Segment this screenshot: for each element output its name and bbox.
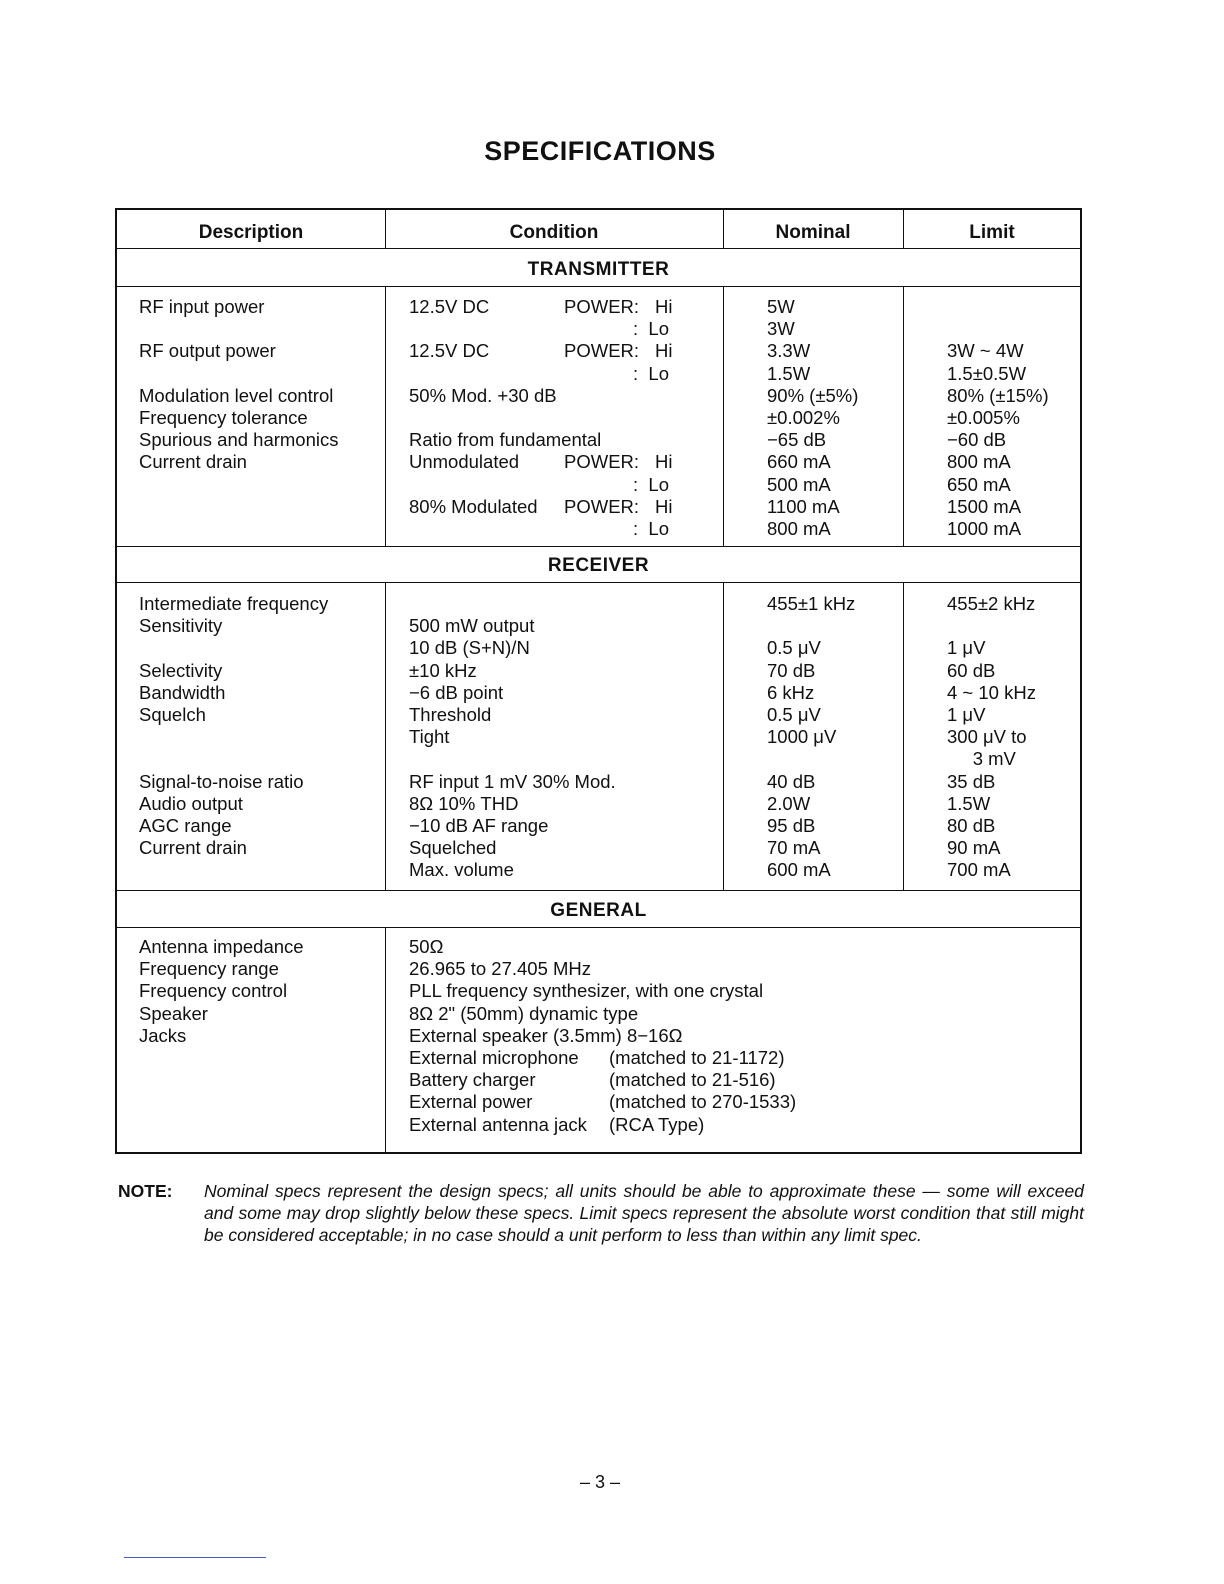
section-general: GENERAL <box>550 900 647 921</box>
power-label: POWER: <box>564 495 640 517</box>
description-cell: Speaker <box>139 1002 208 1024</box>
description-cell: Spurious and harmonics <box>139 429 339 451</box>
description-cell <box>139 363 379 385</box>
description-cell: Jacks <box>139 1024 187 1046</box>
limit-cell: 1.5W <box>947 792 991 814</box>
note-text: Nominal specs represent the design specs; all units should be able to approximate these — some will exceed and some may drop slightly below these specs. Limit specs represent the absolute worst condition that still might be considered acceptable; in no case should a unit perform to less than within any limit spec. <box>204 1181 1084 1245</box>
nominal-cell: 455±1 kHz <box>767 593 856 614</box>
limit-cell: 4 ~ 10 kHz <box>947 681 1036 703</box>
nominal-cell: 40 dB <box>767 770 816 792</box>
limit-cell: ±0.005% <box>947 406 1020 428</box>
condition-cell: −6 dB point <box>409 681 504 703</box>
limit-cell: −60 dB <box>947 429 1007 451</box>
general-value-cell: External antenna jack <box>409 1113 587 1135</box>
general-match-note: (matched to 270-1533) <box>609 1091 797 1113</box>
description-cell <box>139 474 379 496</box>
description-cell: Selectivity <box>139 659 223 681</box>
nominal-cell: 90% (±5%) <box>767 384 859 406</box>
limit-cell: 455±2 kHz <box>947 593 1036 614</box>
description-cell: Current drain <box>139 837 247 859</box>
power-label: POWER: <box>564 296 640 317</box>
description-cell: AGC range <box>139 814 232 836</box>
description-cell: Current drain <box>139 451 247 473</box>
limit-cell: 1.5±0.5W <box>947 362 1027 384</box>
general-value-cell: External speaker (3.5mm) 8−16Ω <box>409 1024 683 1046</box>
limit-cell: 700 mA <box>947 859 1011 881</box>
description-cell: Sensitivity <box>139 615 223 637</box>
description-cell <box>139 1114 379 1136</box>
col-divider-1 <box>385 582 386 890</box>
description-cell: Modulation level control <box>139 384 334 406</box>
nominal-cell: ±0.002% <box>767 406 840 428</box>
transmitter-description-col <box>139 296 379 540</box>
condition-cell: Max. volume <box>409 859 514 881</box>
nominal-cell: 5W <box>767 296 795 317</box>
nominal-cell: 6 kHz <box>767 681 815 703</box>
nominal-cell: 95 dB <box>767 814 816 836</box>
description-cell <box>139 726 379 748</box>
col-divider-3 <box>903 582 904 890</box>
limit-cell: 1 μV <box>947 703 986 725</box>
nominal-cell: 2.0W <box>767 792 811 814</box>
power-label: POWER: <box>564 451 640 473</box>
note-label: NOTE: <box>118 1181 173 1201</box>
condition-cell: RF input 1 mV 30% Mod. <box>409 770 616 792</box>
nominal-cell: 70 dB <box>767 659 816 681</box>
limit-cell: 90 mA <box>947 837 1001 859</box>
limit-cell: 60 dB <box>947 659 996 681</box>
transmitter-nominal-col <box>767 296 897 540</box>
description-cell: RF output power <box>139 340 276 362</box>
description-cell <box>139 859 379 881</box>
receiver-limit-col <box>947 593 1077 881</box>
nominal-cell <box>767 748 897 770</box>
general-value-col <box>409 936 1049 1136</box>
description-cell <box>139 318 379 340</box>
col-divider-2 <box>723 582 724 890</box>
nominal-cell: 1.5W <box>767 362 811 384</box>
limit-cell: 3W ~ 4W <box>947 340 1024 362</box>
description-cell <box>139 496 379 518</box>
power-mode: Hi <box>655 495 673 517</box>
condition-cell: 80% Modulated <box>409 495 538 517</box>
general-description-col <box>139 936 379 1136</box>
limit-cell: 1500 mA <box>947 495 1022 517</box>
section-receiver: RECEIVER <box>547 555 650 576</box>
general-match-note: (RCA Type) <box>609 1113 705 1135</box>
limit-cell: 35 dB <box>947 770 996 792</box>
limit-cell: 300 μV to <box>947 726 1027 748</box>
description-cell: Squelch <box>139 703 206 725</box>
nominal-cell: 70 mA <box>767 837 821 859</box>
condition-cell: Squelched <box>409 837 497 859</box>
general-value-cell: External power <box>409 1091 533 1113</box>
description-cell: Bandwidth <box>139 681 226 703</box>
description-cell: Frequency control <box>139 980 288 1002</box>
general-value-cell: 8Ω 2" (50mm) dynamic type <box>409 1002 639 1024</box>
condition-cell: 50% Mod. +30 dB <box>409 384 557 406</box>
condition-cell: Ratio from fundamental <box>409 429 602 451</box>
description-cell: Audio output <box>139 792 243 814</box>
condition-cell: ±10 kHz <box>409 659 477 681</box>
power-mode: Hi <box>655 451 673 473</box>
general-value-cell: 50Ω <box>409 936 444 957</box>
receiver-condition-col <box>409 593 709 881</box>
limit-cell: 3 mV <box>947 748 1016 770</box>
condition-cell: 8Ω 10% THD <box>409 792 519 814</box>
row-divider <box>117 927 1080 928</box>
power-label: POWER: <box>564 340 640 362</box>
description-cell <box>139 1047 379 1069</box>
nominal-cell: 1100 mA <box>767 495 840 517</box>
nominal-cell: 800 mA <box>767 517 831 539</box>
col-divider-1 <box>385 286 386 546</box>
condition-cell <box>409 593 709 615</box>
description-cell <box>139 518 379 540</box>
description-cell: Antenna impedance <box>139 936 304 957</box>
receiver-description-col <box>139 593 379 881</box>
general-value-cell: 26.965 to 27.405 MHz <box>409 958 592 980</box>
row-divider <box>117 286 1080 287</box>
row-divider <box>117 582 1080 583</box>
general-value-cell: PLL frequency synthesizer, with one crystal <box>409 980 764 1002</box>
description-cell: Intermediate frequency <box>139 593 329 614</box>
power-mode: Hi <box>655 340 673 362</box>
nominal-cell: 3.3W <box>767 340 811 362</box>
col-divider-3 <box>903 286 904 546</box>
limit-cell: 1000 mA <box>947 517 1022 539</box>
col-divider-2 <box>723 286 724 546</box>
condition-cell: 500 mW output <box>409 615 535 637</box>
row-divider <box>117 890 1080 891</box>
description-cell <box>139 1069 379 1091</box>
specifications-table <box>115 208 1082 1154</box>
power-mode: : Lo <box>633 318 669 340</box>
page-number: – 3 – <box>579 1472 621 1492</box>
page-title: SPECIFICATIONS <box>484 136 716 166</box>
header-limit: Limit <box>969 222 1015 243</box>
condition-cell: −10 dB AF range <box>409 814 549 836</box>
limit-cell <box>947 318 1077 340</box>
power-mode: : Lo <box>633 473 669 495</box>
nominal-cell <box>767 615 897 637</box>
header-nominal: Nominal <box>775 222 851 243</box>
limit-cell: 800 mA <box>947 451 1011 473</box>
footer-rule <box>124 1557 266 1558</box>
limit-cell <box>947 296 1077 318</box>
description-cell <box>139 1091 379 1113</box>
nominal-cell: 600 mA <box>767 859 831 881</box>
description-cell: RF input power <box>139 296 265 317</box>
section-transmitter: TRANSMITTER <box>527 259 670 280</box>
general-match-note: (matched to 21-516) <box>609 1069 776 1091</box>
limit-cell: 1 μV <box>947 637 986 659</box>
transmitter-condition-col <box>409 296 709 540</box>
limit-cell: 80% (±15%) <box>947 384 1049 406</box>
nominal-cell: 1000 μV <box>767 726 837 748</box>
header-condition: Condition <box>509 222 599 243</box>
receiver-nominal-col <box>767 593 897 881</box>
nominal-cell: 0.5 μV <box>767 703 821 725</box>
power-mode: : Lo <box>633 362 669 384</box>
description-cell: Signal-to-noise ratio <box>139 770 304 792</box>
condition-cell: 12.5V DC <box>409 340 490 362</box>
col-divider-1 <box>385 927 386 1154</box>
general-value-cell: External microphone <box>409 1046 579 1068</box>
nominal-cell: −65 dB <box>767 429 827 451</box>
row-divider <box>117 248 1080 249</box>
nominal-cell: 0.5 μV <box>767 637 821 659</box>
limit-cell: 80 dB <box>947 814 996 836</box>
condition-cell <box>409 748 709 770</box>
condition-cell: Unmodulated <box>409 451 520 473</box>
condition-cell: 12.5V DC <box>409 296 490 317</box>
description-cell <box>139 637 379 659</box>
general-match-note: (matched to 21-1172) <box>609 1046 785 1068</box>
nominal-cell: 500 mA <box>767 473 831 495</box>
limit-cell: 650 mA <box>947 473 1011 495</box>
description-cell <box>139 748 379 770</box>
nominal-cell: 660 mA <box>767 451 831 473</box>
condition-cell: Tight <box>409 726 450 748</box>
header-description: Description <box>198 222 304 243</box>
description-cell: Frequency tolerance <box>139 406 308 428</box>
general-value-cell: Battery charger <box>409 1069 536 1091</box>
row-divider <box>117 546 1080 547</box>
condition-cell: 10 dB (S+N)/N <box>409 637 530 659</box>
power-mode: : Lo <box>633 517 669 539</box>
nominal-cell: 3W <box>767 318 795 340</box>
limit-cell <box>947 615 1077 637</box>
transmitter-limit-col <box>947 296 1077 540</box>
description-cell: Frequency range <box>139 958 279 980</box>
condition-cell: Threshold <box>409 703 492 725</box>
power-mode: Hi <box>655 296 673 317</box>
